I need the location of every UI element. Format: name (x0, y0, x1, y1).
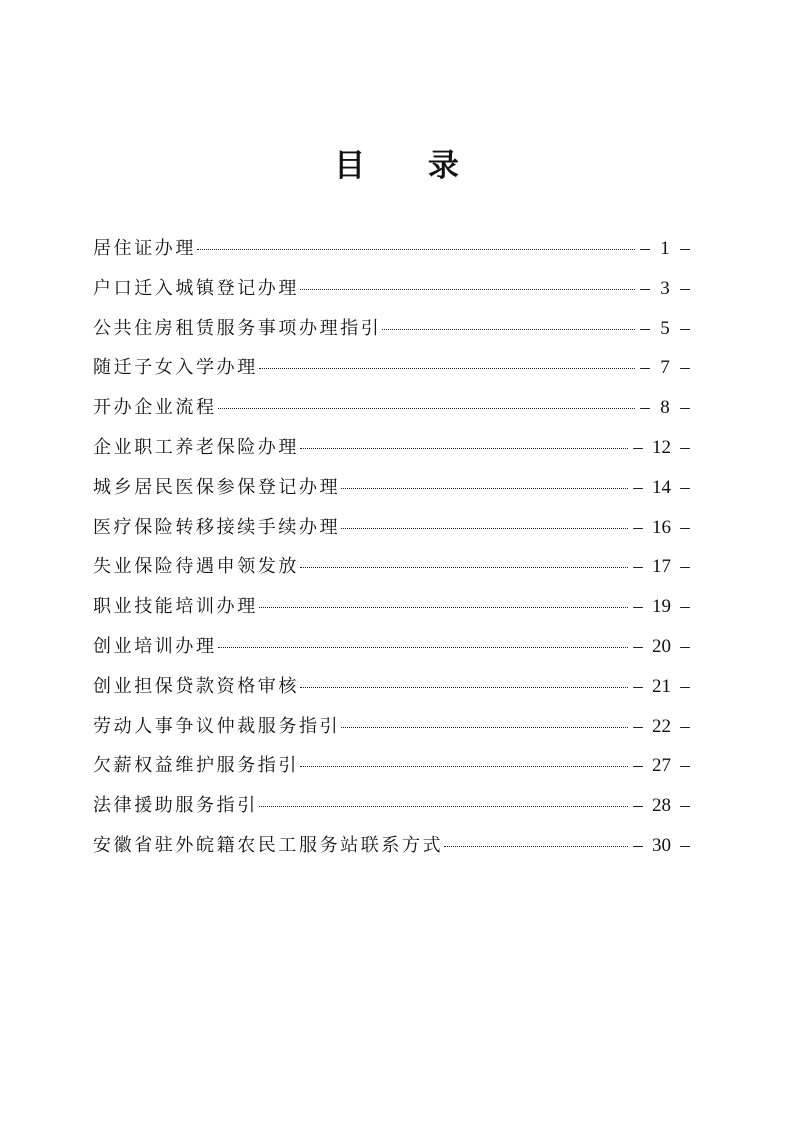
page-number: 7 (660, 357, 670, 379)
page-dash-left: – (633, 436, 643, 458)
page-dash-left: – (633, 596, 643, 618)
page-dash-right: – (680, 238, 690, 259)
page-number: 21 (652, 675, 671, 697)
toc-page-number (630, 428, 693, 468)
toc-leader-dots (444, 845, 628, 847)
page-title: 目 录 (334, 148, 485, 184)
toc-page-number (630, 587, 693, 627)
toc-entry-label: 欠薪权益维护服务指引 (93, 755, 299, 777)
page-number: 3 (660, 277, 670, 299)
toc-page-number (630, 786, 693, 826)
toc-leader-dots (218, 407, 635, 409)
toc-leader-dots (300, 288, 635, 290)
toc-leader-dots (300, 447, 628, 449)
toc-page-number (637, 348, 693, 388)
toc-page-number (630, 508, 693, 548)
toc-leader-dots (259, 805, 628, 807)
toc-entry-label: 法律援助服务指引 (93, 795, 258, 817)
page-number: 27 (652, 755, 671, 777)
toc-page-number (637, 229, 693, 269)
page-number: 14 (652, 476, 671, 498)
toc-entry-label: 公共住房租赁服务事项办理指引 (93, 317, 382, 339)
toc-leader-dots (300, 566, 628, 568)
page-number: 1 (660, 238, 670, 259)
toc-entry[interactable] (93, 309, 693, 349)
page-dash-right: – (680, 834, 690, 856)
toc-entry-label: 医疗保险转移接续手续办理 (93, 516, 341, 538)
page-dash-right: – (680, 436, 690, 458)
toc-entry-label: 城乡居民医保参保登记办理 (93, 476, 341, 498)
toc-entry[interactable] (93, 667, 693, 707)
page-dash-right: – (680, 635, 690, 657)
page-dash-right: – (680, 476, 690, 498)
toc-entry[interactable] (93, 388, 693, 428)
toc-entry[interactable] (93, 348, 693, 388)
page-number: 17 (652, 556, 671, 578)
toc-leader-dots (341, 726, 628, 728)
page-dash-right: – (680, 277, 690, 299)
toc-page-number (630, 826, 693, 866)
page-dash-left: – (640, 277, 650, 299)
toc-page-number (630, 627, 693, 667)
toc-entry[interactable] (93, 269, 693, 309)
toc-entry[interactable] (93, 826, 693, 866)
toc-leader-dots (382, 328, 635, 330)
toc-entry[interactable] (93, 746, 693, 786)
toc-entry-label: 户口迁入城镇登记办理 (93, 277, 299, 299)
toc-entry-label: 创业担保贷款资格审核 (93, 675, 299, 697)
table-of-contents (93, 229, 693, 866)
toc-page-number (630, 468, 693, 508)
toc-entry[interactable] (93, 707, 693, 747)
page-dash-left: – (633, 755, 643, 777)
toc-entry[interactable] (93, 587, 693, 627)
toc-entry[interactable] (93, 786, 693, 826)
page-dash-right: – (680, 516, 690, 538)
toc-entry-label: 企业职工养老保险办理 (93, 436, 299, 458)
toc-page-number (637, 388, 693, 428)
page-number: 20 (652, 635, 671, 657)
toc-leader-dots (259, 606, 628, 608)
toc-entry-label: 创业培训办理 (93, 635, 217, 657)
page-number: 12 (652, 436, 671, 458)
page-dash-right: – (680, 675, 690, 697)
page-number: 5 (660, 317, 670, 339)
toc-entry-label: 居住证办理 (93, 238, 196, 259)
toc-entry[interactable] (93, 508, 693, 548)
toc-entry[interactable] (93, 468, 693, 508)
page-dash-left: – (640, 317, 650, 339)
page-dash-right: – (680, 357, 690, 379)
page-dash-left: – (640, 238, 650, 259)
page-dash-left: – (640, 357, 650, 379)
toc-leader-dots (341, 527, 628, 529)
toc-leader-dots (300, 686, 628, 688)
toc-page-number (637, 269, 693, 309)
page-dash-right: – (680, 556, 690, 578)
page-number: 22 (652, 715, 671, 737)
toc-page-number (630, 707, 693, 747)
page-dash-left: – (633, 516, 643, 538)
toc-leader-dots (300, 765, 628, 767)
page-dash-right: – (680, 795, 690, 817)
toc-entry-label: 失业保险待遇申领发放 (93, 556, 299, 578)
page-number: 16 (652, 516, 671, 538)
toc-entry[interactable] (93, 229, 693, 269)
page-dash-right: – (680, 755, 690, 777)
page-dash-right: – (680, 317, 690, 339)
toc-entry-label: 随迁子女入学办理 (93, 357, 258, 379)
page-dash-left: – (633, 834, 643, 856)
page-dash-left: – (633, 795, 643, 817)
toc-page-number (637, 309, 693, 349)
toc-page-number (630, 746, 693, 786)
toc-leader-dots (197, 248, 635, 250)
page-dash-right: – (680, 397, 690, 419)
page-dash-left: – (640, 397, 650, 419)
page-dash-left: – (633, 635, 643, 657)
toc-entry[interactable] (93, 428, 693, 468)
toc-entry-label: 开办企业流程 (93, 397, 217, 419)
page-number: 28 (652, 795, 671, 817)
page-number: 19 (652, 596, 671, 618)
page-dash-right: – (680, 596, 690, 618)
toc-entry-label: 劳动人事争议仲裁服务指引 (93, 715, 341, 737)
page-dash-left: – (633, 556, 643, 578)
page-dash-left: – (633, 715, 643, 737)
page-dash-right: – (680, 715, 690, 737)
toc-leader-dots (218, 646, 628, 648)
page-number: 8 (660, 397, 670, 419)
page-number: 30 (652, 834, 671, 856)
toc-page-number (630, 667, 693, 707)
toc-entry[interactable] (93, 547, 693, 587)
toc-page-number (630, 547, 693, 587)
toc-leader-dots (259, 367, 635, 369)
toc-leader-dots (341, 487, 628, 489)
toc-entry-label: 职业技能培训办理 (93, 596, 258, 618)
page-dash-left: – (633, 476, 643, 498)
toc-entry[interactable] (93, 627, 693, 667)
toc-entry-label: 安徽省驻外皖籍农民工服务站联系方式 (93, 834, 444, 856)
page-dash-left: – (633, 675, 643, 697)
